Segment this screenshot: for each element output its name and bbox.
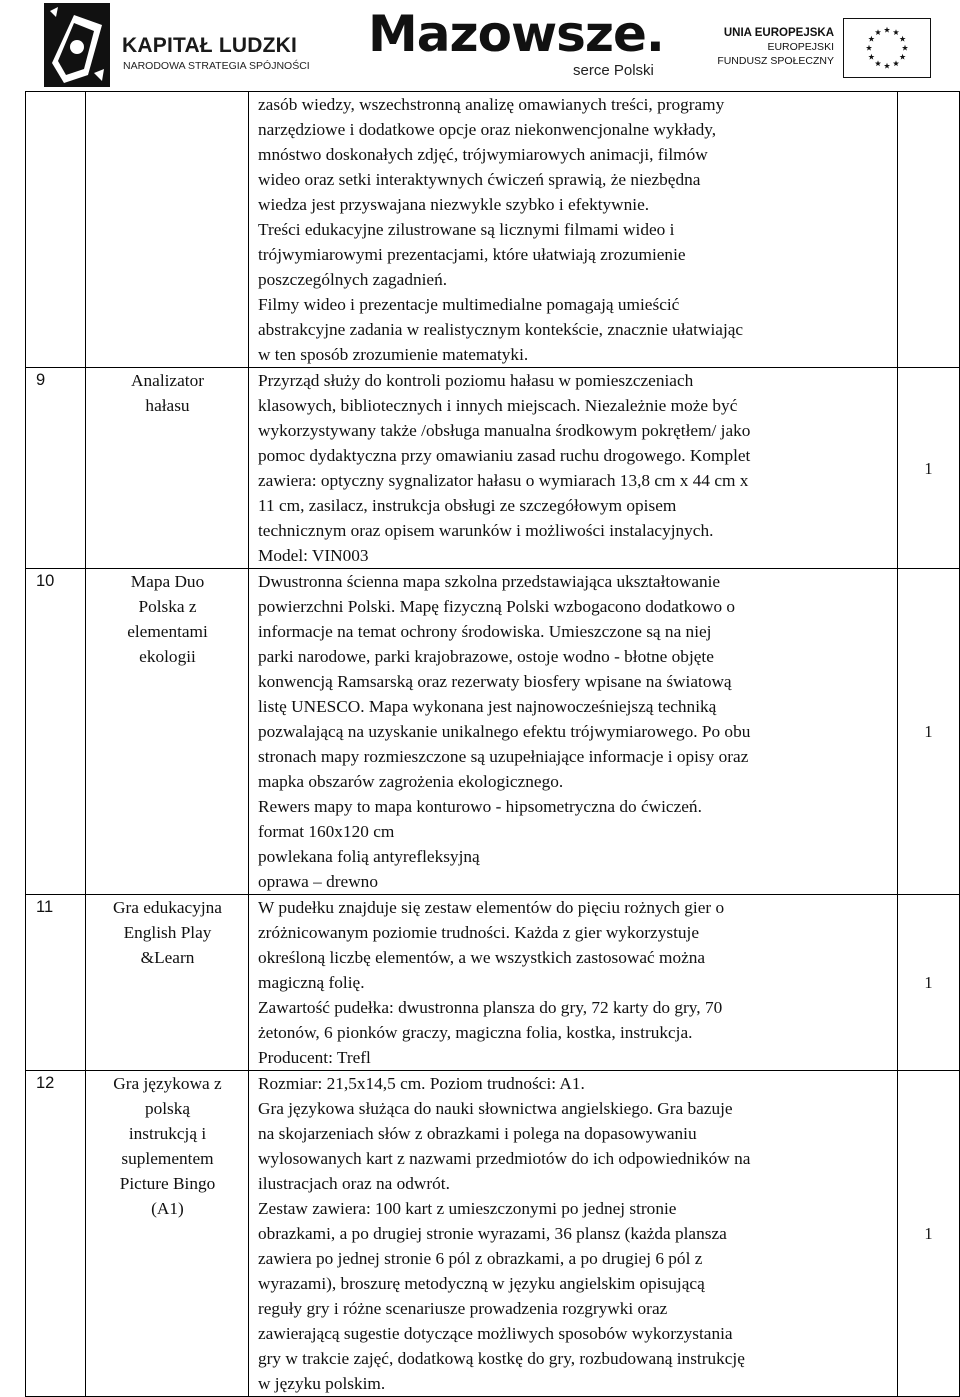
item-number: 11 (26, 895, 86, 1071)
description-line: oprawa – drewno (258, 872, 378, 891)
description-line: Producent: Trefl (258, 1048, 371, 1067)
description-line: format 160x120 cm (258, 822, 395, 841)
item-name-line: hałasu (145, 396, 190, 415)
table-row (26, 895, 960, 1071)
description-line: wyrazami), broszurę metodyczną w języku angielskim opisującą (258, 1274, 705, 1293)
item-name-line: polską (144, 1099, 191, 1118)
description-line: w języku polskim. (258, 1374, 386, 1393)
description-line: narzędziowe i dodatkowe opcje oraz niekonwencjonalne wykłady, (258, 120, 717, 139)
description-line: listę UNESCO. Mapa wykonana jest najnowocześniejszą techniką (258, 697, 717, 716)
kapital-ludzki-logo-icon (44, 3, 110, 87)
item-name-line: English Play (123, 923, 212, 942)
description-line: powlekana folią antyrefleksyjną (258, 847, 480, 866)
description-line: powierzchni Polski. Mapę fizyczną Polski wzbogacono dodatkowo o (258, 597, 736, 616)
item-name-line: Gra językowa z (113, 1074, 222, 1093)
description-line: informacje na temat ochrony środowiska. Umieszczone są na niej (258, 622, 712, 641)
kapital-ludzki-subtitle: NARODOWA STRATEGIA SPÓJNOŚCI (123, 60, 310, 72)
description-line: pomoc dydaktyczna przy omawianiu zasad ruchu drogowego. Komplet (258, 446, 751, 465)
table-row (26, 92, 960, 368)
item-description (249, 569, 898, 895)
description-line: wiedza jest przyswajana niezwykle szybko i efektywnie. (258, 195, 650, 214)
items-table (25, 91, 960, 1397)
item-name-line: Analizator (131, 371, 204, 390)
item-name (86, 895, 249, 1071)
description-line: poszczególnych zagadnień. (258, 270, 448, 289)
item-quantity: 1 (898, 368, 960, 569)
item-description (249, 92, 898, 368)
item-name (86, 368, 249, 569)
item-name (86, 92, 249, 368)
item-name-line: Polska z (138, 597, 197, 616)
eu-line-3: FUNDUSZ SPOŁECZNY (717, 55, 834, 67)
description-line: technicznym oraz opisem warunków i możliwości instalacyjnych. (258, 521, 714, 540)
item-description (249, 1071, 898, 1397)
item-name (86, 569, 249, 895)
item-quantity (898, 92, 960, 368)
description-line: na skojarzeniach słów z obrazkami i polega na dopasowywaniu (258, 1124, 697, 1143)
description-line: abstrakcyjne zadania w realistycznym kontekście, znacznie ułatwiając (258, 320, 744, 339)
description-line: mapka obszarów zagrożenia ekologicznego. (258, 772, 564, 791)
description-line: Model: VIN003 (258, 546, 369, 565)
item-name-line: instrukcją i (128, 1124, 207, 1143)
item-description (249, 895, 898, 1071)
description-line: zasób wiedzy, wszechstronną analizę omawianych treści, programy (258, 95, 725, 114)
item-description (249, 368, 898, 569)
description-line: Rewers mapy to mapa konturowo - hipsometryczna do ćwiczeń. (258, 797, 702, 816)
eu-line-1: UNIA EUROPEJSKA (723, 27, 834, 39)
description-line: W pudełku znajduje się zestaw elementów do pięciu rożnych gier o (258, 898, 725, 917)
description-line: zróżnicowanym poziomie trudności. Każda z gier wykorzystuje (258, 923, 700, 942)
item-name-line: elementami (127, 622, 208, 641)
description-line: trójwymiarowymi prezentacjami, które ułatwiają zrozumienie (258, 245, 686, 264)
item-quantity: 1 (898, 1071, 960, 1397)
table-row (26, 1071, 960, 1397)
description-line: Przyrząd służy do kontroli poziomu hałasu w pomieszczeniach (258, 371, 694, 390)
item-name-line: &Learn (140, 948, 195, 967)
table-row (26, 368, 960, 569)
item-number: 12 (26, 1071, 86, 1397)
eu-label (694, 26, 834, 68)
item-name-line: Gra edukacyjna (113, 898, 222, 917)
description-line: Filmy wideo i prezentacje multimedialne pomagają umieścić (258, 295, 680, 314)
description-line: zawierającą sugestie dotyczące możliwych sposobów wykorzystania (258, 1324, 733, 1343)
eu-flag-icon (843, 18, 931, 78)
item-name-line: ekologii (139, 647, 196, 666)
description-line: parki narodowe, parki krajobrazowe, ostoje wodno - błotne objęte (258, 647, 714, 666)
description-line: żetonów, 6 pionków graczy, magiczna folia, kostka, instrukcja. (258, 1023, 693, 1042)
kapital-ludzki-title: KAPITAŁ LUDZKI (122, 34, 298, 57)
description-line: wykorzystywany także /obsługa manualna środkowym pokrętłem/ jako (258, 421, 751, 440)
item-quantity: 1 (898, 569, 960, 895)
description-line: ilustracjach oraz na odwrót. (258, 1174, 450, 1193)
item-quantity: 1 (898, 895, 960, 1071)
item-name-line: Mapa Duo (130, 572, 205, 591)
description-line: klasowych, bibliotecznych i innych miejscach. Niezależnie może być (258, 396, 738, 415)
table-row (26, 569, 960, 895)
item-number: 10 (26, 569, 86, 895)
mazowsze-subtitle: serce Polski (573, 62, 654, 79)
description-line: zawiera po jednej stronie 6 pól z obrazkami, a po drugiej 6 pól z (258, 1249, 703, 1268)
description-line: reguły gry i różne scenariusze prowadzenia rozgrywki oraz (258, 1299, 668, 1318)
item-name (86, 1071, 249, 1397)
description-line: Treści edukacyjne zilustrowane są licznymi filmami wideo i (258, 220, 675, 239)
page-header (0, 0, 960, 90)
description-line: Rozmiar: 21,5x14,5 cm. Poziom trudności: A1. (258, 1074, 585, 1093)
description-line: magiczną folię. (258, 973, 365, 992)
eu-line-2: EUROPEJSKI (767, 41, 834, 53)
item-name-line: Picture Bingo (119, 1174, 216, 1193)
item-number (26, 92, 86, 368)
description-line: określoną liczbę elementów, a we wszystkich zastosować można (258, 948, 706, 967)
mazowsze-logo-text: Mazowsze. (368, 5, 664, 63)
item-name-line: (A1) (151, 1199, 184, 1218)
description-line: obrazkami, a po drugiej stronie wyrazami, 36 plansz (każda plansza (258, 1224, 727, 1243)
description-line: Zestaw zawiera: 100 kart z umieszczonymi po jednej stronie (258, 1199, 677, 1218)
description-line: mnóstwo doskonałych zdjęć, trójwymiarowych animacji, filmów (258, 145, 708, 164)
description-line: gry w trakcie zajęć, dodatkową kostkę do gry, rozbudowaną instrukcję (258, 1349, 745, 1368)
description-line: stronach mapy rozmieszczone są uzupełniające informacje i opisy oraz (258, 747, 749, 766)
description-line: wideo oraz setki interaktywnych ćwiczeń sprawią, że niezbędna (258, 170, 701, 189)
description-line: pozwalającą na uzyskanie unikalnego efektu trójwymiarowego. Po obu (258, 722, 751, 741)
description-line: Gra językowa służąca do nauki słownictwa angielskiego. Gra bazuje (258, 1099, 733, 1118)
description-line: zawiera: optyczny sygnalizator hałasu o wymiarach 13,8 cm x 44 cm x (258, 471, 749, 490)
item-name-line: suplementem (121, 1149, 214, 1168)
description-line: Zawartość pudełka: dwustronna plansza do gry, 72 karty do gry, 70 (258, 998, 723, 1017)
description-line: w ten sposób zrozumienie matematyki. (258, 345, 529, 364)
description-line: 11 cm, zasilacz, instrukcja obsługi ze szczegółowym opisem (258, 496, 677, 515)
description-line: wylosowanych kart z nazwami przedmiotów do ich odpowiedników na (258, 1149, 751, 1168)
item-number: 9 (26, 368, 86, 569)
description-line: Dwustronna ścienna mapa szkolna przedstawiająca ukształtowanie (258, 572, 721, 591)
description-line: konwencją Ramsarską oraz rezerwaty biosfery wpisane na światową (258, 672, 732, 691)
